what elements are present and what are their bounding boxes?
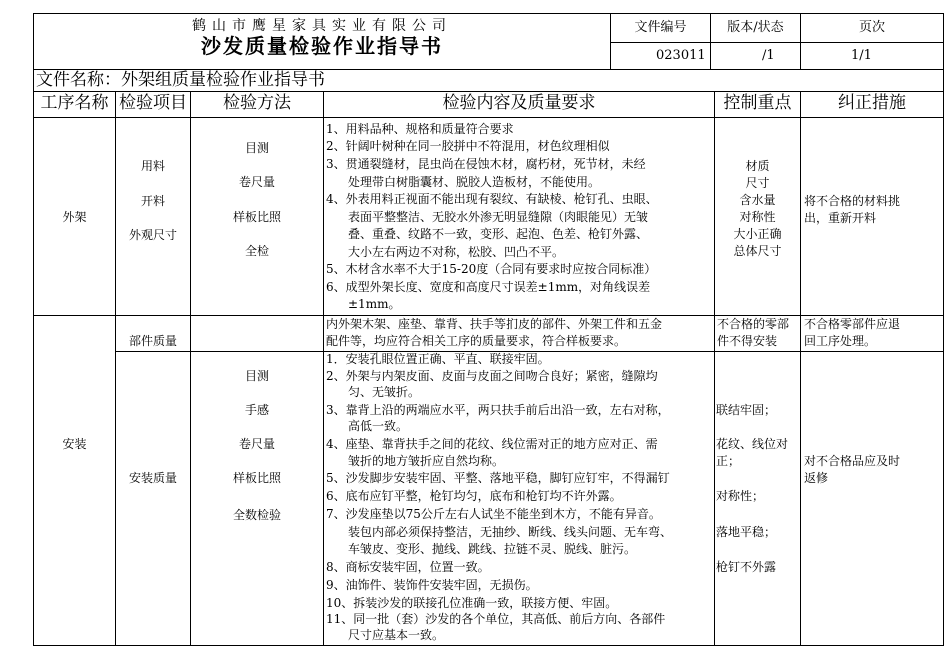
requirement-line: 1．安装孔眼位置正确、平直、联接牢固。 [326,352,550,366]
requirement-line: 8、商标安装牢固，位置一致。 [326,560,490,574]
control-point: 大小正确 [733,227,782,241]
control-point: 件不得安装 [717,334,778,348]
column-header-method: 检验方法 [223,93,291,113]
column-header-item: 检验项目 [119,93,187,113]
inspection-item: 外观尺寸 [128,228,177,242]
doc-no-value: 023011 [656,48,706,63]
inspection-item: 部件质量 [128,334,177,348]
requirement-line: 4、座垫、靠背扶手之间的花纹、线位需对正的地方应对正、需 [326,437,658,451]
version-value: /1 [762,48,775,63]
divider [33,117,944,118]
inspection-method: 全检 [244,244,269,258]
divider [115,91,116,646]
requirement-line: 3、靠背上沿的两端应水平，两只扶手前后出沿一致，左右对称， [326,403,670,417]
requirement-line: 处理带白树脂囊材、脱胶人造板材，不能使用。 [348,175,601,189]
correction-line: 回工序处理。 [804,334,877,348]
divider [190,91,191,646]
requirement-line: ±1mm。 [348,297,401,311]
page-label: 页次 [858,20,885,35]
divider [714,91,715,646]
inspection-method: 全数检验 [232,508,281,522]
requirement-line: 叠、重叠、纹路不一致，变形、起泡、色差、枪钉外露、 [348,227,649,241]
requirement-line: 3、贯通裂缝材，昆虫尚在侵蚀木材，腐朽材，死节材，未经 [326,157,646,171]
column-header-content: 检验内容及质量要求 [442,93,596,113]
requirement-line: 6、成型外架长度、宽度和高度尺寸误差±1mm，对角线误差 [326,280,651,294]
control-point: 落地平稳； [716,525,777,539]
control-point: 花纹、线位对 [716,437,789,451]
requirement-line: 2、外架与内架皮面、皮面与皮面之间吻合良好；紧密，缝隙均 [326,369,658,383]
control-point: 联结牢固； [716,403,777,417]
process-name: 外架 [62,210,87,224]
requirement-line: 9、油饰件、装饰件安装牢固，无损伤。 [326,578,538,592]
version-label: 版本/状态 [727,20,784,35]
requirement-line: 5、木材含水率不大于15-20度（合同有要求时应按合同标准） [326,262,657,276]
requirement-line: 匀、无皱折。 [348,385,421,399]
control-point: 枪钉不外露 [716,560,777,574]
inspection-method: 样板比照 [232,471,281,485]
control-point: 尺寸 [745,176,770,190]
divider [323,91,324,646]
divider [610,42,944,43]
doc-no-label: 文件编号 [634,20,687,35]
inspection-method: 卷尺量 [238,175,275,189]
requirement-line: 4、外表用料正视面不能出现有裂纹、有缺棱、枪钉孔、虫眼、 [326,192,658,206]
column-header-process: 工序名称 [40,93,109,113]
control-point: 对称性； [716,489,765,503]
inspection-method: 样板比照 [232,210,281,224]
control-point: 材质 [745,159,770,173]
inspection-item: 安装质量 [128,471,177,485]
inspection-method: 手感 [244,403,269,417]
border-bottom [33,645,944,646]
requirement-line: 6、底布应钉平整，枪钉均匀，底布和枪钉均不许外露。 [326,489,622,503]
inspection-item: 开料 [140,194,165,208]
column-header-control: 控制重点 [723,93,792,113]
requirement-line: 配件等，均应符合相关工序的质量要求，符合样板要求。 [326,334,627,348]
control-point: 不合格的零部 [717,317,790,331]
border-top [33,13,944,14]
requirement-line: 内外架木架、座垫、靠背、扶手等扪皮的部件、外架工件和五金 [326,317,663,331]
correction-line: 返修 [804,471,829,485]
control-point: 对称性 [739,210,776,224]
requirement-line: 2、针阔叶树种在同一胶拼中不符混用，材色纹理相似 [326,139,610,153]
company-name: 鹤山市鹰星家具实业有限公司 [192,18,452,34]
correction-line: 将不合格的材料挑 [804,194,901,208]
document-title: 沙发质量检验作业指导书 [201,34,443,58]
control-point: 总体尺寸 [733,244,782,258]
requirement-line: 5、沙发脚步安装牢固、平整、落地平稳，脚钉应钉牢，不得漏钉 [326,471,670,485]
correction-line: 对不合格品应及时 [804,454,901,468]
column-header-correction: 纠正措施 [838,93,906,113]
divider [33,315,944,316]
requirement-line: 11、同一批（套）沙发的各个单位，其高低、前后方向、各部件 [326,612,666,626]
control-point: 正； [716,454,741,468]
requirement-line: 尺寸应基本一致。 [348,628,445,642]
requirement-line: 1、用料品种、规格和质量符合要求 [326,122,514,136]
inspection-method: 目测 [244,141,269,155]
page-value: 1/1 [851,48,872,63]
requirement-line: 车皱皮、变形、抛线、跳线、拉链不灵、脱线、脏污。 [348,542,637,556]
requirement-line: 7、沙发座垫以75公斤左右人试坐不能坐到木方，不能有异音。 [326,507,661,521]
requirement-line: 装包内部必须保持整洁，无抽纱、断线、线头问题、无车弯、 [348,525,673,539]
inspection-item: 用料 [140,159,165,173]
correction-line: 不合格零部件应退 [804,317,901,331]
inspection-method: 目测 [244,369,269,383]
process-name: 安装 [62,437,87,451]
divider [800,91,801,646]
divider [33,91,944,92]
border-right [943,13,944,646]
requirement-line: 大小左右两边不对称，松胶、凹凸不平。 [348,245,565,259]
requirement-line: 高低一致。 [348,419,409,433]
correction-line: 出，重新开料 [804,211,877,225]
requirement-line: 10、拆装沙发的联接孔位准确一致，联接方便、牢固。 [326,596,618,610]
inspection-method: 卷尺量 [238,437,275,451]
requirement-line: 皱折的地方皱折应自然均称。 [348,454,505,468]
requirement-line: 表面平整整洁、无胶水外渗无明显缝隙（肉眼能见）无皱 [348,210,649,224]
file-name: 文件名称：外架组质量检验作业指导书 [36,70,325,90]
control-point: 含水量 [739,193,776,207]
